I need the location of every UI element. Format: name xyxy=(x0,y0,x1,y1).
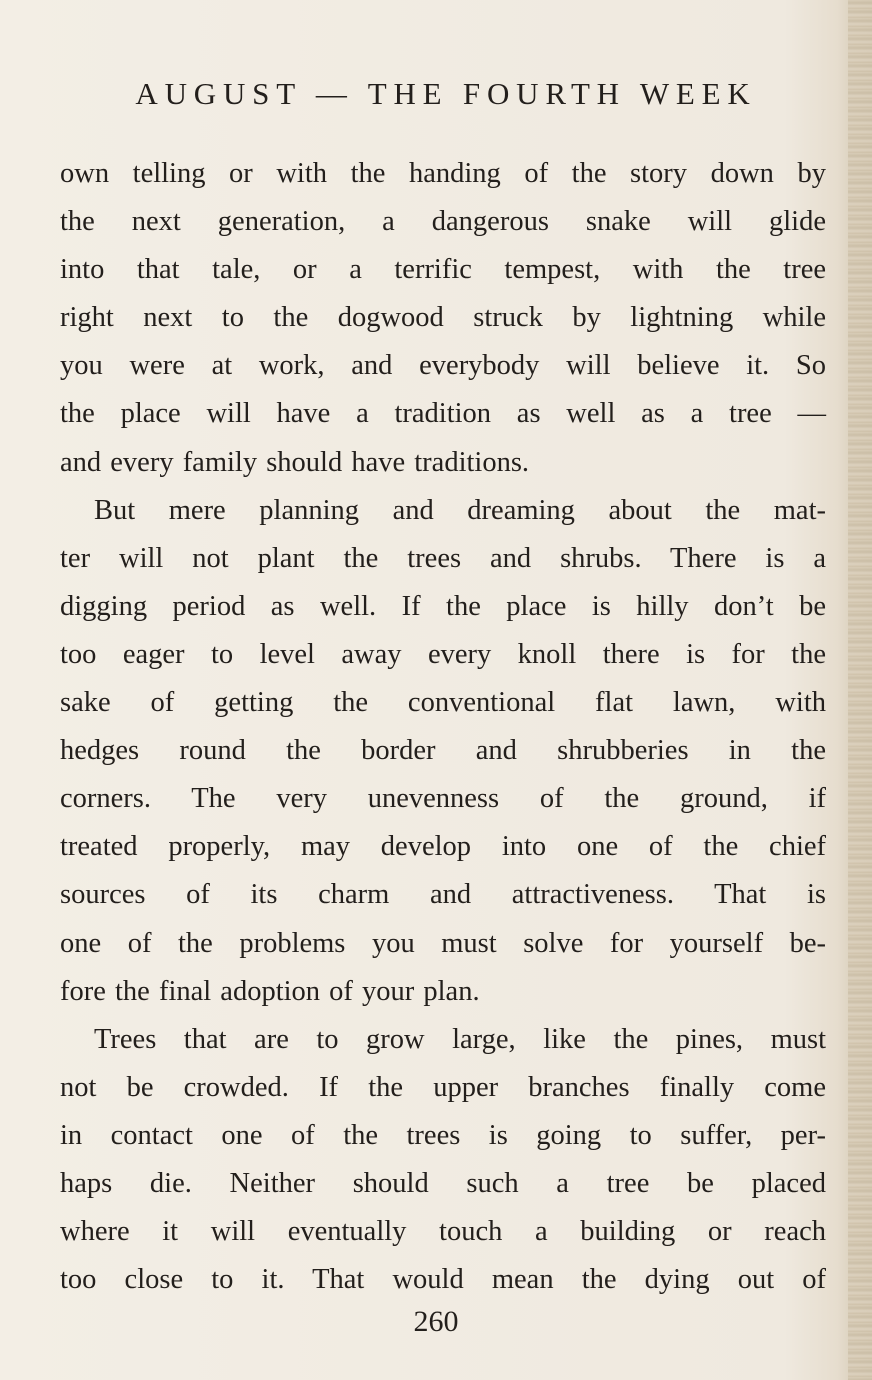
text-line: too eager to level away every knoll there is for the xyxy=(60,638,826,670)
text-line: sources of its charm and attractiveness. That is xyxy=(60,879,826,911)
text-line: into that tale, or a terrific tempest, with the tree xyxy=(60,254,826,286)
text-line: sake of getting the conventional flat lawn, with xyxy=(60,687,826,719)
text-line: too close to it. That would mean the dying out of xyxy=(60,1264,826,1296)
text-line: one of the problems you must solve for yourself be- xyxy=(60,927,826,959)
text-line: fore the final adoption of your plan. xyxy=(60,975,480,1007)
text-line: ter will not plant the trees and shrubs. There is a xyxy=(60,542,826,574)
text-line: and every family should have traditions. xyxy=(60,446,530,478)
text-line: you were at work, and everybody will believe it. So xyxy=(60,350,826,382)
text-line: the place will have a tradition as well as a tree — xyxy=(60,398,826,430)
text-line: But mere planning and dreaming about the mat- xyxy=(94,494,826,526)
body-text xyxy=(60,150,826,1304)
text-line: right next to the dogwood struck by lightning while xyxy=(60,302,826,334)
text-line: the next generation, a dangerous snake will glide xyxy=(60,206,826,238)
text-line: treated properly, may develop into one of the chief xyxy=(60,831,826,863)
text-line: corners. The very unevenness of the ground, if xyxy=(60,783,826,815)
text-line: haps die. Neither should such a tree be placed xyxy=(60,1167,826,1199)
running-header: AUGUST — THE FOURTH WEEK xyxy=(135,76,757,111)
page-edge xyxy=(848,0,872,1380)
page-number: 260 xyxy=(413,1305,459,1338)
text-line: in contact one of the trees is going to suffer, per- xyxy=(60,1119,826,1151)
text-line: where it will eventually touch a building or reach xyxy=(60,1216,826,1248)
text-line: digging period as well. If the place is hilly don’t be xyxy=(60,590,826,622)
text-line: own telling or with the handing of the story down by xyxy=(60,158,826,189)
text-line: Trees that are to grow large, like the pines, must xyxy=(94,1023,826,1055)
text-line: not be crowded. If the upper branches finally come xyxy=(60,1071,826,1103)
text-line: hedges round the border and shrubberies in the xyxy=(60,735,826,767)
